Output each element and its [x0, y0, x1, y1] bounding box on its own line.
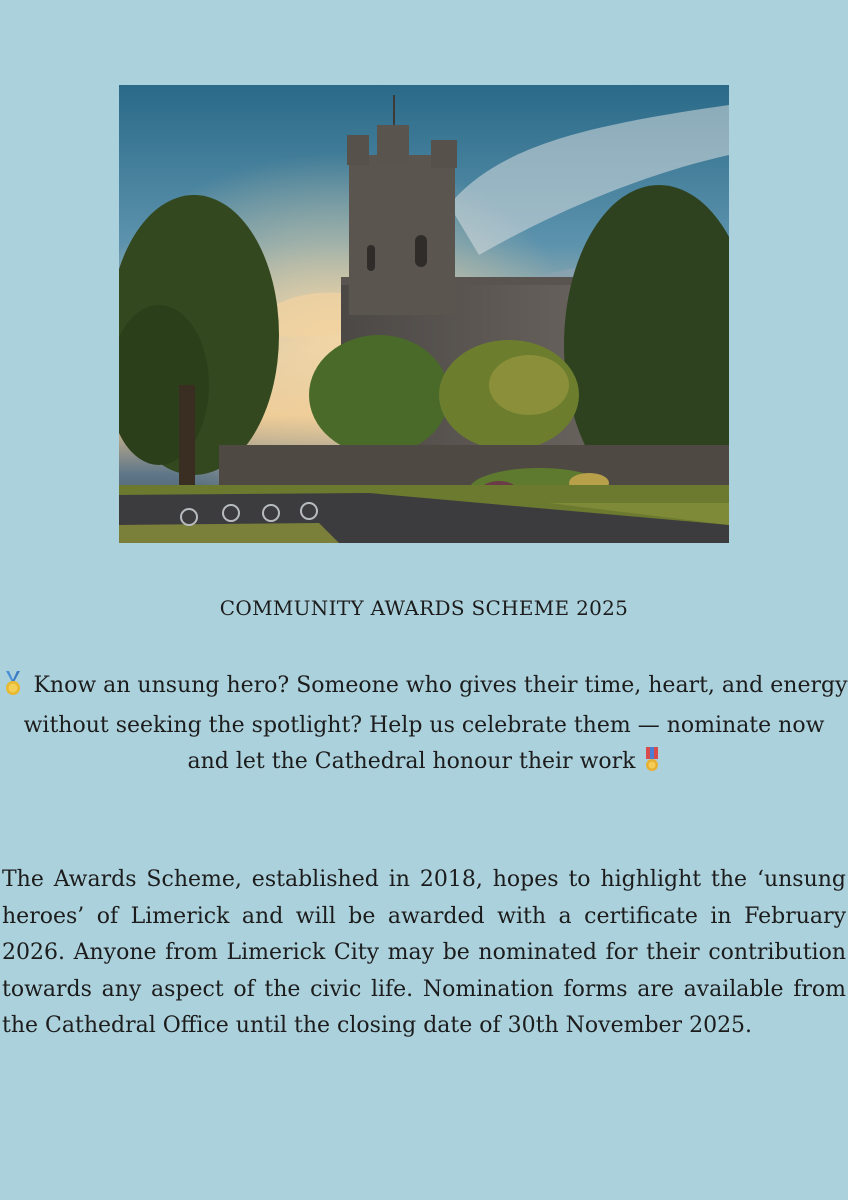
intro-text: Know an unsung hero? Someone who gives their time, heart, and energy without seeking the spotlight? Help us celebrate them — nominate now and let the Cathedral honour their work: [23, 673, 848, 774]
page-title: COMMUNITY AWARDS SCHEME 2025: [219, 596, 629, 620]
cathedral-photo: [119, 85, 729, 543]
intro-paragraph: [0, 668, 848, 784]
military-medal-icon: [643, 746, 661, 784]
medal-icon: [0, 670, 26, 708]
body-paragraph: The Awards Scheme, established in 2018, hopes to highlight the ‘unsung heroes’ of Limerick and will be awarded with a certificate in February 2026. Anyone from Limerick City may be nominated for their contribution towards any aspect of the civic life. Nomination forms are available from the Cathedral Office until the closing date of 30th November 2025.: [2, 867, 846, 1038]
